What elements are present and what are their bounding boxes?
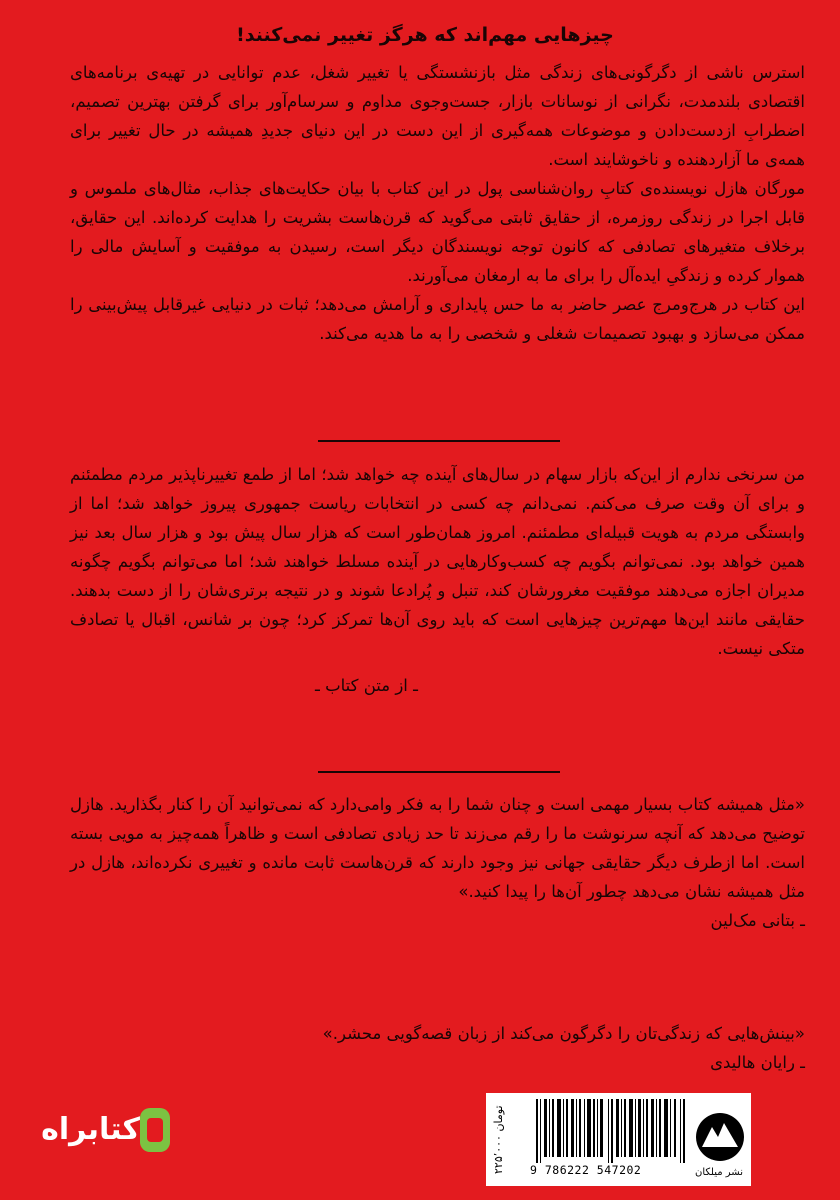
barcode-digits: 9 786222 547202 (530, 1163, 642, 1177)
excerpt-paragraph: من سرنخی ندارم از این‌که بازار سهام در سال‌های آینده چه خواهد شد؛ اما از طمع تغییرناپذیر مردم مطمئنم و برای آن وقت صرف می‌کنم. نمی‌دانم چه کسی در انتخابات ریاست جمهوری پیروز خواهد شد؛ اما از وابستگی مردم به هویت قبیله‌ای مطمئنم. امروز همان‌طور است که هزار سال پیش بود و هزار سال بعد نیز همین خواهد بود. نمی‌توانم بگویم چه کسب‌وکارهایی در آینده مسلط خواهند شد؛ اما می‌توانم بگویم چگونه مدیران اجازه می‌دهند موفقیت مغرورشان کند، تنبل و پُرادعا شوند و در نتیجه برتری‌شان را از دست بدهند. حقایقی مانند این‌ها مهم‌ترین چیزهایی است که باید روی آن‌ها تمرکز کرد؛ چون بر شانس، اقبال یا تصادف متکی نیست. (70, 465, 805, 658)
intro-section (70, 58, 805, 348)
quote-section-2 (70, 1019, 805, 1077)
barcode-icon (536, 1099, 686, 1163)
excerpt-section (70, 460, 805, 700)
quote-author-2: ـ رایان هالیدی (710, 1053, 805, 1072)
intro-paragraph-2: مورگان هازل نویسنده‌ی کتابِ روان‌شناسی پول در این کتاب با بیان حکایت‌های جذاب، مثال‌های ملموس و قابل اجرا در زندگی روزمره، از حقایق ثابتی می‌گوید که قرن‌هاست بشریت را هدایت کرده‌اند. این حقایق، برخلاف متغیرهای تصادفی که کانون توجه نویسندگان دیگر است، رسیدن به موفقیت و آسایش مالی را هموار کرده و زندگیِ ایده‌آل را برای ما به ارمغان می‌آورند. (70, 179, 805, 285)
cover-headline: چیزهایی مهم‌اند که هرگز تغییر نمی‌کنند! (236, 24, 614, 46)
barcode-panel (486, 1093, 751, 1186)
quote-text-2: «بینش‌هایی که زندگی‌تان را دگرگون می‌کند از زبان قصه‌گویی محشر.» (322, 1024, 805, 1043)
excerpt-source: ـ از متن کتاب ـ (315, 676, 418, 695)
quote-section-1 (70, 790, 805, 935)
section-divider-2 (318, 771, 560, 773)
section-divider-1 (318, 440, 560, 442)
ketabrah-logo-text: کتابراه (41, 1112, 140, 1147)
quote-text-1: «مثل همیشه کتاب بسیار مهمی است و چنان شما را به فکر وامی‌دارد که نمی‌توانید آن را کنار بگذارید. هازل توضیح می‌دهد که آنچه سرنوشت ما را رقم می‌زند تا حد زیادی تصادفی است و ظاهراً همه‌چیز به مویی بسته است. اما ازطرف دیگر حقایقی جهانی نیز وجود دارند که قرن‌هاست ثابت مانده و تغییری نکرده‌اند، هازل در مثل همیشه نشان می‌دهد چطور آن‌ها را پیدا کنید.» (70, 795, 805, 901)
quote-author-1: ـ بتانی مک‌لین (710, 911, 805, 930)
intro-paragraph-1: استرس ناشی از دگرگونی‌های زندگی مثل بازنشستگی یا تغییر شغل، عدم توانایی در تهیه‌ی برنامه‌های اقتصادی بلندمدت، نگرانی از نوسانات بازار، جست‌وجوی مداوم و سرسام‌آور برای گرفتن بهترین تصمیم، اضطرابِ ازدست‌دادن و موضوعات همه‌گیری از این دست در این دنیای جدیدِ همیشه در حال تغییر برای همه‌ی ما آزاردهنده و ناخوشایند است. (70, 63, 805, 169)
publisher-name: نشر میلکان (695, 1167, 743, 1178)
intro-paragraph-3: این کتاب در هرج‌ومرج عصر حاضر به ما حس پایداری و آرامش می‌دهد؛ ثبات در دنیایی غیرقابل پیش‌بینی را ممکن می‌سازد و بهبود تصمیمات شغلی و شخصی را به ما هدیه می‌کند. (70, 295, 805, 343)
price-label: ۲۲۵٬۰۰۰ تومان (492, 1105, 505, 1175)
